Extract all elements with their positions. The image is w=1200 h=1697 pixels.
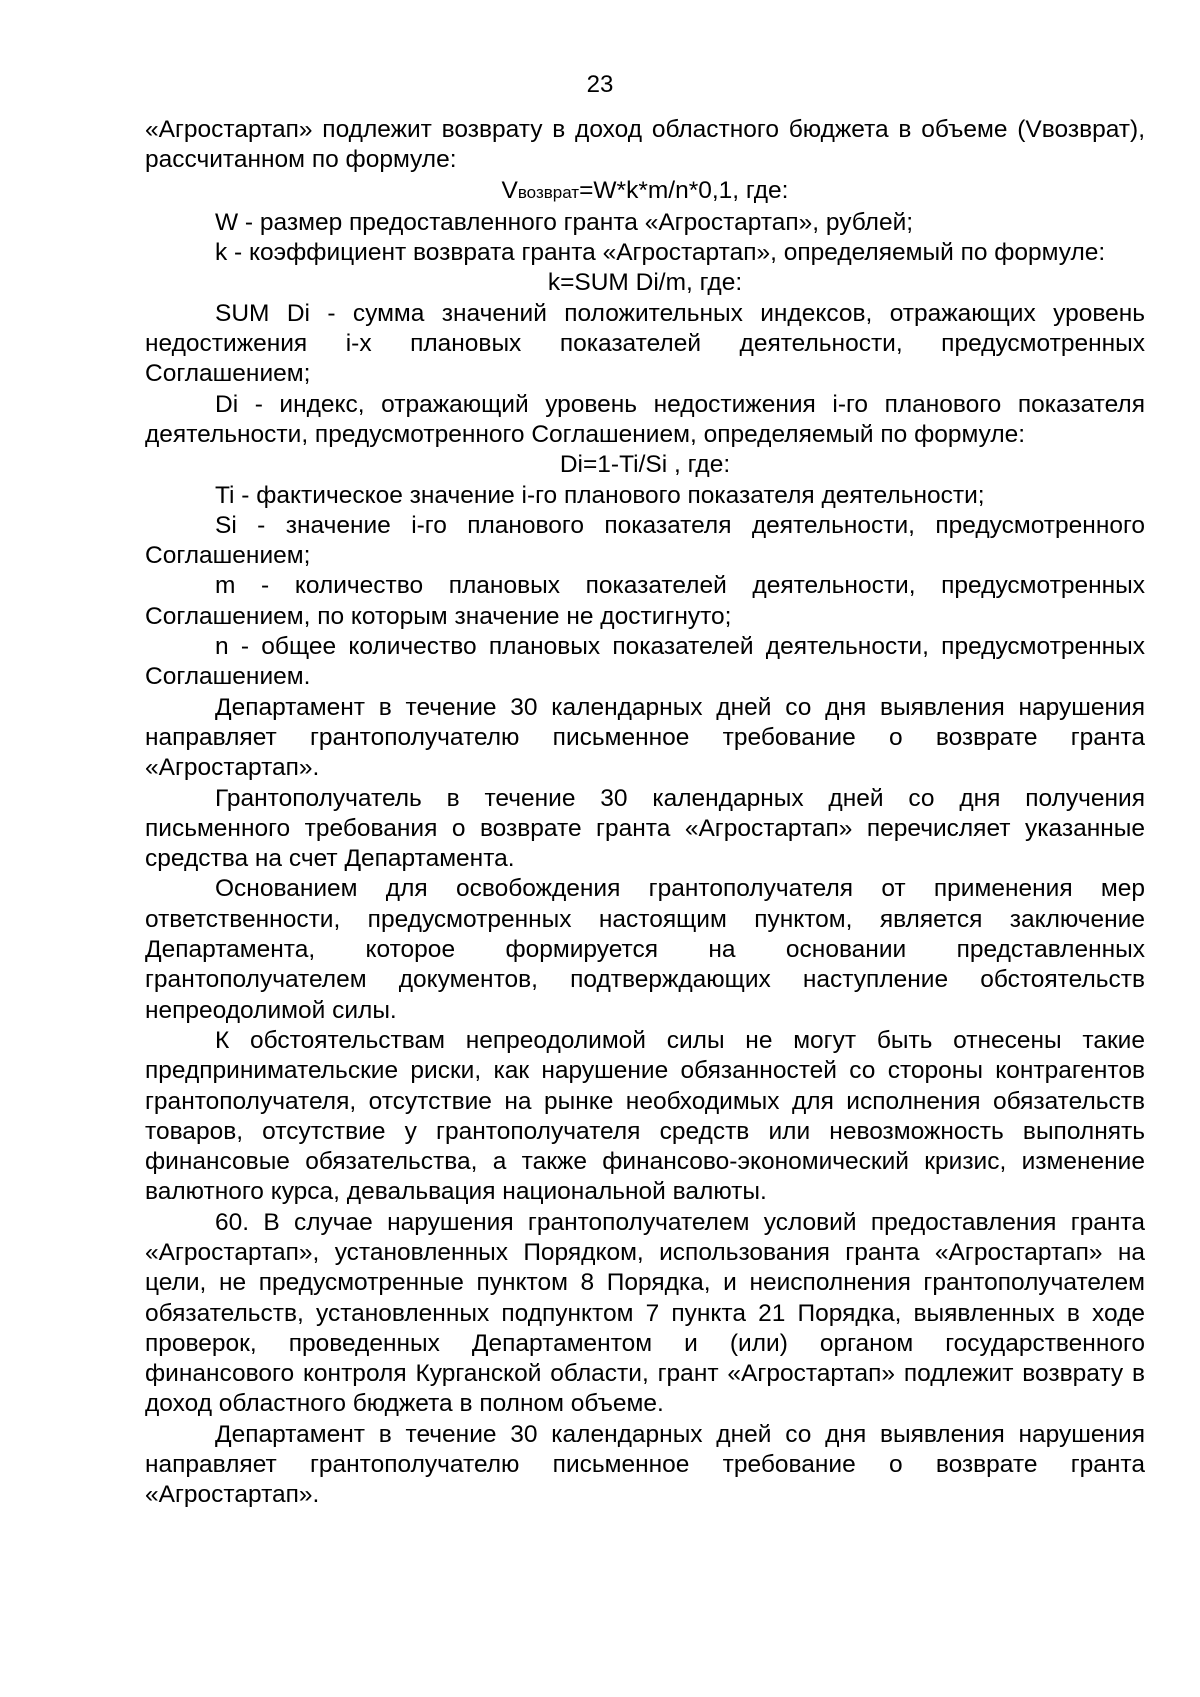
paragraph: Департамент в течение 30 календарных дней со дня выявления нарушения направляет грантополучателю письменное требование о возврате гранта «Агростартап». bbox=[145, 693, 1145, 782]
page-number: 23 bbox=[586, 71, 614, 98]
formula-di: Di=1-Ti/Si , где: bbox=[559, 451, 731, 479]
paragraph: Ti - фактическое значение i-го планового показателя деятельности; bbox=[215, 481, 985, 509]
paragraph: Грантополучатель в течение 30 календарных дней со дня получения письменного требования о возврате гранта «Агростартап» перечисляет указанные средства на счет Департамента. bbox=[145, 784, 1145, 873]
paragraph: К обстоятельствам непреодолимой силы не могут быть отнесены такие предпринимательские риски, как нарушение обязанностей со стороны контрагентов грантополучателя, отсутствие на рынке необходимых для исполнения обязательств товаров, отсутствие у грантополучателя средств или невозможность выполнять финансовые обязательства, а также финансово-экономический кризис, изменение валютного курса, девальвация национальной валюты. bbox=[145, 1026, 1145, 1206]
formula-k: k=SUM Di/m, где: bbox=[547, 269, 743, 297]
paragraph: m - количество плановых показателей деятельности, предусмотренных Соглашением, по которым значение не достигнуто; bbox=[145, 572, 1145, 630]
paragraph: W - размер предоставленного гранта «Агростартап», рублей; bbox=[215, 208, 914, 236]
paragraph: n - общее количество плановых показателей деятельности, предусмотренных Соглашением. bbox=[145, 633, 1145, 691]
paragraph: SUM Di - сумма значений положительных индексов, отражающих уровень недостижения i-х плановых показателей деятельности, предусмотренных Соглашением; bbox=[145, 299, 1145, 388]
paragraph: Основанием для освобождения грантополучателя от применения мер ответственности, предусмотренных настоящим пунктом, является заключение Департамента, которое формируется на основании представленных грантополучателем документов, подтверждающих наступление обстоятельств непреодолимой силы. bbox=[145, 875, 1145, 1024]
formula-v-return bbox=[145, 176, 1145, 208]
paragraph: Департамент в течение 30 календарных дней со дня выявления нарушения направляет грантополучателю письменное требование о возврате гранта «Агростартап». bbox=[145, 1420, 1145, 1509]
paragraph: «Агростартап» подлежит возврату в доход областного бюджета в объеме (Vвозврат), рассчитанном по формуле: bbox=[145, 116, 1145, 174]
formula-v-main: V bbox=[501, 176, 518, 204]
paragraph-60: 60. В случае нарушения грантополучателем условий предоставления гранта «Агростартап», установленных Порядком, использования гранта «Агростартап» на цели, не предусмотренные пунктом 8 Порядка, и неисполнения грантополучателем обязательств, установленных подпунктом 7 пункта 21 Порядка, выявленных в ходе проверок, проведенных Департаментом и (или) органом государственного финансового контроля Курганской области, грант «Агростартап» подлежит возврату в доход областного бюджета в полном объеме. bbox=[145, 1208, 1145, 1418]
document-body bbox=[145, 115, 1145, 1511]
formula-v-subscript: возврат bbox=[517, 182, 580, 202]
paragraph: k - коэффициент возврата гранта «Агростартап», определяемый по формуле: bbox=[215, 239, 1106, 267]
paragraph: Si - значение i-го планового показателя деятельности, предусмотренного Соглашением; bbox=[145, 511, 1145, 570]
formula-v-rest: =W*k*m/n*0,1, где: bbox=[579, 176, 789, 204]
paragraph: Di - индекс, отражающий уровень недостижения i-го планового показателя деятельности, предусмотренного Соглашением, определяемый по формуле: bbox=[145, 390, 1145, 448]
